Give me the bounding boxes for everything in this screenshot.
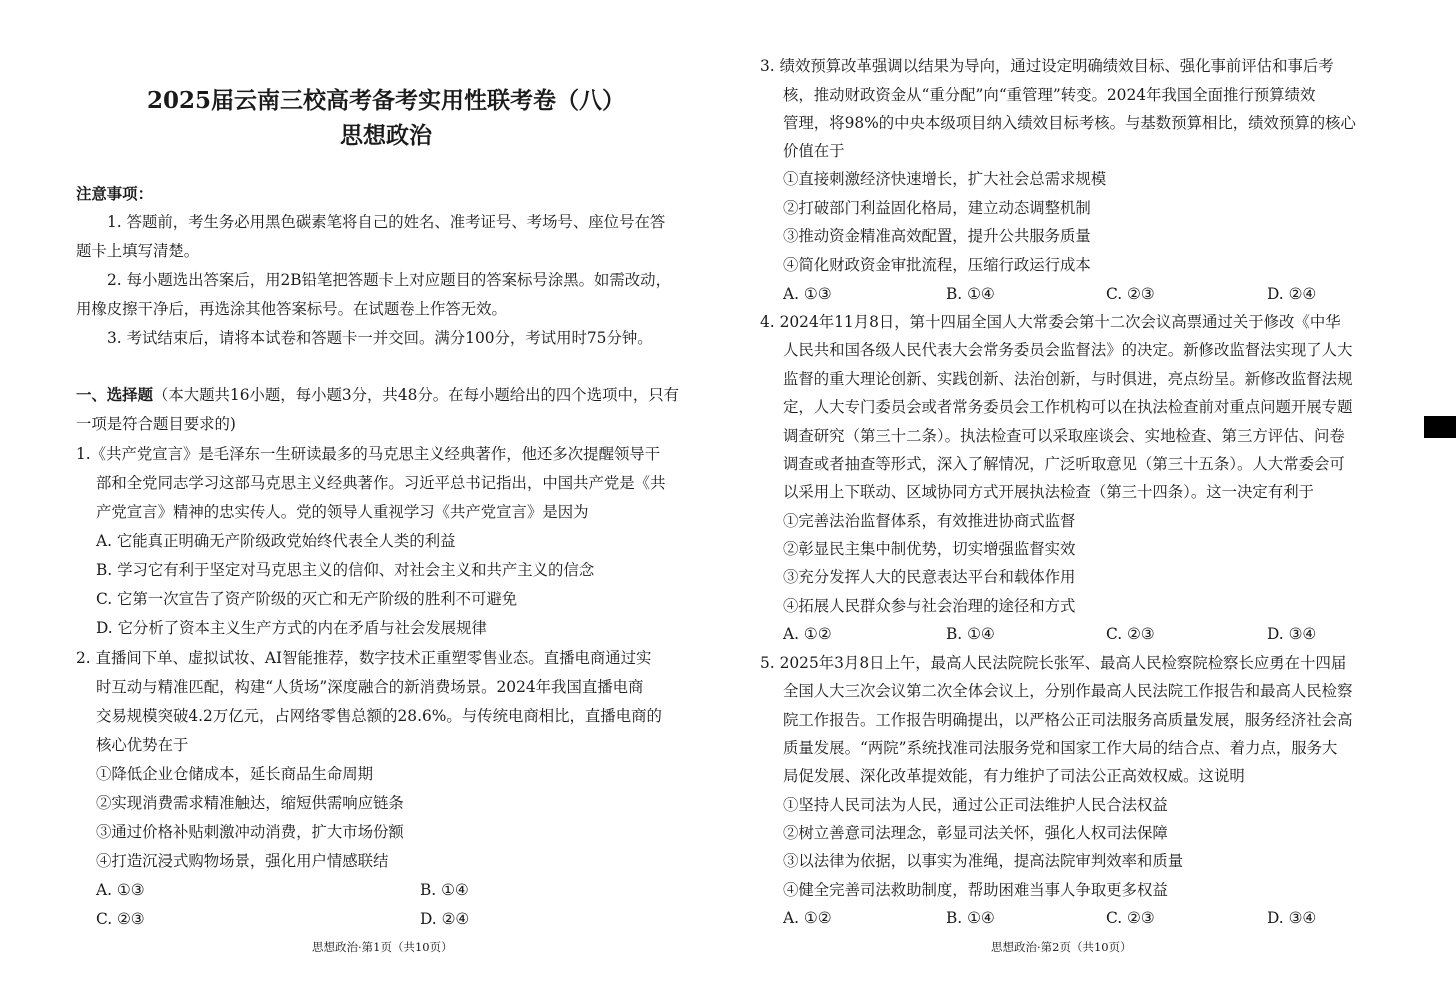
q4-stem: 以采用上下联动、区域协同方式开展执法检查（第三十四条）。这一决定有利于 xyxy=(783,483,1314,501)
q4-stem: 监督的重大理论创新、实践创新、法治创新，与时俱进，亮点纷呈。新修改监督法规 xyxy=(783,370,1353,388)
page-footer: 思想政治·第1页（共10页） xyxy=(312,940,453,954)
notice-line: 题卡上填写清楚。 xyxy=(76,242,200,260)
q2-statement: ④打造沉浸式购物场景，强化用户情感联结 xyxy=(96,852,389,870)
q2-option-b: B. ①④ xyxy=(420,881,469,899)
right-page xyxy=(728,0,1456,1002)
q4-statement: ④拓展人民群众参与社会治理的途径和方式 xyxy=(783,597,1076,615)
section-desc-line: 一项是符合题目要求的) xyxy=(76,415,236,433)
q4-statement: ①完善法治监督体系，有效推进协商式监督 xyxy=(783,512,1076,530)
q2-stem: 核心优势在于 xyxy=(96,736,189,754)
notice-line: 用橡皮擦干净后，再选涂其他答案标号。在试题卷上作答无效。 xyxy=(76,300,507,318)
q4-option-c: C. ②③ xyxy=(1106,625,1155,643)
q3-stem: 价值在于 xyxy=(783,142,845,160)
section-desc: （本大题共16小题，每小题3分，共48分。在每小题给出的四个选项中，只有 xyxy=(152,386,680,404)
q1-option: D. 它分析了资本主义生产方式的内在矛盾与社会发展规律 xyxy=(96,619,487,637)
q1-option: B. 学习它有利于坚定对马克思主义的信仰、对社会主义和共产主义的信念 xyxy=(96,561,595,579)
q2-statement: ②实现消费需求精准触达，缩短供需响应链条 xyxy=(96,794,404,812)
page-edge-marker xyxy=(1424,416,1456,438)
q4-option-d: D. ③④ xyxy=(1267,625,1317,643)
q2-statement: ③通过价格补贴刺激冲动消费，扩大市场份额 xyxy=(96,823,404,841)
q3-stem: 管理，将98%的中央本级项目纳入绩效目标考核。与基数预算相比，绩效预算的核心 xyxy=(783,114,1356,132)
q3-statement: ③推动资金精准高效配置，提升公共服务质量 xyxy=(783,227,1091,245)
q2-stem: 交易规模突破4.2万亿元，占网络零售总额的28.6%。与传统电商相比，直播电商的 xyxy=(96,707,662,725)
q4-option-b: B. ①④ xyxy=(946,625,995,643)
q5-stem: 全国人大三次会议第二次全体会议上，分别作最高人民法院工作报告和最高人民检察 xyxy=(783,682,1353,700)
q3-option-d: D. ②④ xyxy=(1267,285,1317,303)
q2-option-d: D. ②④ xyxy=(420,910,470,928)
q3-option-a: A. ①③ xyxy=(783,285,832,303)
q3-stem: 核，推动财政资金从“重分配”向“重管理”转变。2024年我国全面推行预算绩效 xyxy=(783,86,1316,104)
q3-statement: ④简化财政资金审批流程，压缩行政运行成本 xyxy=(783,256,1091,274)
q2-option-c: C. ②③ xyxy=(96,910,145,928)
exam-title: 2025届云南三校高考备考实用性联考卷（八） xyxy=(146,87,625,114)
q4-stem: 调查研究（第三十二条）。执法检查可以采取座谈会、实地检查、第三方评估、问卷 xyxy=(783,427,1345,445)
notice-heading: 注意事项： xyxy=(76,185,153,203)
section-heading: 一、选择题 xyxy=(76,386,153,404)
q1-option: C. 它第一次宣告了资产阶级的灭亡和无产阶级的胜利不可避免 xyxy=(96,590,518,608)
q5-option-d: D. ③④ xyxy=(1267,909,1317,927)
q5-option-b: B. ①④ xyxy=(946,909,995,927)
q1-option: A. 它能真正明确无产阶级政党始终代表全人类的利益 xyxy=(96,532,456,550)
q3-statement: ①直接刺激经济快速增长，扩大社会总需求规模 xyxy=(783,170,1107,188)
q4-statement: ③充分发挥人大的民意表达平台和载体作用 xyxy=(783,568,1076,586)
q3-option-b: B. ①④ xyxy=(946,285,995,303)
q5-statement: ④健全完善司法救助制度，帮助困难当事人争取更多权益 xyxy=(783,881,1168,899)
page-footer: 思想政治·第2页（共10页） xyxy=(991,940,1132,954)
q5-stem: 院工作报告。工作报告明确提出，以严格公正司法服务高质量发展，服务经济社会高 xyxy=(783,711,1353,729)
exam-subject: 思想政治 xyxy=(340,122,432,149)
q1-stem: 1.《共产党宣言》是毛泽东一生研读最多的马克思主义经典著作，他还多次提醒领导干 xyxy=(76,445,661,463)
q2-statement: ①降低企业仓储成本，延长商品生命周期 xyxy=(96,765,374,783)
q1-stem: 产党宣言》精神的忠实传人。党的领导人重视学习《共产党宣言》是因为 xyxy=(96,503,589,521)
q5-statement: ②树立善意司法理念，彰显司法关怀，强化人权司法保障 xyxy=(783,824,1168,842)
q2-stem: 2. 直播间下单、虚拟试妆、AI智能推荐，数字技术正重塑零售业态。直播电商通过实 xyxy=(76,649,652,667)
q3-statement: ②打破部门利益固化格局，建立动态调整机制 xyxy=(783,199,1091,217)
q3-option-c: C. ②③ xyxy=(1106,285,1155,303)
q4-stem: 调查或者抽查等形式，深入了解情况，广泛听取意见（第三十五条）。人大常委会可 xyxy=(783,455,1345,473)
q4-stem: 4. 2024年11月8日，第十四届全国人大常委会第十二次会议高票通过关于修改《中华 xyxy=(760,313,1341,331)
q2-stem: 时互动与精准匹配，构建“人货场”深度融合的新消费场景。2024年我国直播电商 xyxy=(96,678,644,696)
q3-stem: 3. 绩效预算改革强调以结果为导向，通过设定明确绩效目标、强化事前评估和事后考 xyxy=(760,57,1334,75)
q4-option-a: A. ①② xyxy=(783,625,832,643)
q4-stem: 定，人大专门委员会或者常务委员会工作机构可以在执法检查前对重点问题开展专题 xyxy=(783,398,1353,416)
q5-stem: 局促发展、深化改革提效能，有力维护了司法公正高效权威。这说明 xyxy=(783,767,1245,785)
notice-line: 3. 考试结束后，请将本试卷和答题卡一并交回。满分100分，考试用时75分钟。 xyxy=(107,329,653,347)
section-heading-line xyxy=(76,385,679,405)
q4-stem: 人民共和国各级人民代表大会常务委员会监督法》的决定。新修改监督法实现了人大 xyxy=(783,341,1353,359)
notice-line: 1. 答题前，考生务必用黑色碳素笔将自己的姓名、准考证号、考场号、座位号在答 xyxy=(107,213,666,231)
notice-line: 2. 每小题选出答案后，用2B铅笔把答题卡上对应题目的答案标号涂黑。如需改动， xyxy=(107,271,671,289)
q5-statement: ③以法律为依据，以事实为准绳，提高法院审判效率和质量 xyxy=(783,852,1184,870)
q5-statement: ①坚持人民司法为人民，通过公正司法维护人民合法权益 xyxy=(783,796,1168,814)
q1-stem: 部和全党同志学习这部马克思主义经典著作。习近平总书记指出，中国共产党是《共 xyxy=(96,474,666,492)
q4-statement: ②彰显民主集中制优势，切实增强监督实效 xyxy=(783,540,1076,558)
q5-option-a: A. ①② xyxy=(783,909,832,927)
q2-option-a: A. ①③ xyxy=(96,881,145,899)
q5-option-c: C. ②③ xyxy=(1106,909,1155,927)
q5-stem: 5. 2025年3月8日上午，最高人民法院院长张军、最高人民检察院检察长应勇在十四届 xyxy=(760,654,1347,672)
q5-stem: 质量发展。“两院”系统找准司法服务党和国家工作大局的结合点、着力点，服务大 xyxy=(783,739,1338,757)
